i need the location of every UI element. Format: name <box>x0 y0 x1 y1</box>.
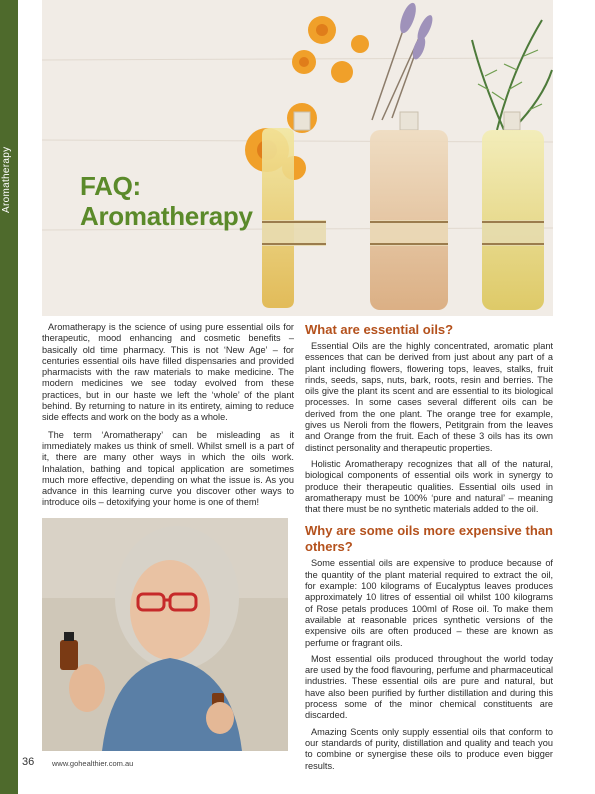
section-label: Aromatherapy <box>1 146 12 214</box>
section2-paragraph-3: Amazing Scents only supply essential oils that conform to our standards of purity, distillation and quality and teach you to combine or synergise these oils to produce even bigger results. <box>305 726 553 771</box>
section1-paragraph-2: Holistic Aromatherapy recognizes that all of the natural, biological components of essential oils work in synergy to produce their therapeutic qualities. Essential oils used in aromatherapy must be 100% ‘pure and natural’ – meaning that there must be no synthetic materials added to the oil. <box>305 458 553 515</box>
section2-paragraph-1: Some essential oils are expensive to produce because of the quantity of the plant material required to extract the oil, for example: 100 kilograms of Eucalyptus leaves produces approximately 10 litres of essential oil whilst 100 kilograms of Rose petals produces 100ml of Rose oil. To make them available at reasonable prices synthetic versions of the expensive oils are often produced – these are known as perfume or fragrant oils. <box>305 558 553 648</box>
footer-website: www.gohealthier.com.au <box>52 759 134 768</box>
woman-holding-bottle-illustration <box>42 518 288 751</box>
sidebar-strip <box>0 0 18 794</box>
page-number: 36 <box>22 756 35 768</box>
hero-image <box>42 0 553 316</box>
left-column <box>42 322 294 515</box>
woman-with-oil-photo <box>42 518 288 751</box>
intro-paragraph-1: Aromatherapy is the science of using pure essential oils for therapeutic, mood enhancing and cosmetic benefits – basically old time pharmacy. This is not ‘New Age’ – for centuries essential oils have filled dispensaries and provided pharmacists with the raw materials to make medicine. The modern medicines we see today evolved from these practices, but in our haste we left the ‘whole’ of the plant behind. By returning to nature in its entirety, aiming to reduce side effects and work on the body as a whole. <box>42 322 294 423</box>
intro-paragraph-2: The term ‘Aromatherapy’ can be misleading as it immediately makes us think of smell. Whilst smell is a part of it, there are many other ways in which the oils work. Inhalation, bathing and topical application are sometimes much more effective, depending on what the issue is. As you advance in this learning curve you discover other ways to introduce oils – detoxifying your home is one of them! <box>42 429 294 508</box>
article-title <box>80 171 253 231</box>
section1-paragraph-1: Essential Oils are the highly concentrated, aromatic plant essences that can be derived from just about any part of a plant including flowers, flowering tops, leaves, stalks, fruit rinds, seeds, saps, nuts, bark, roots, resin and berries. The oils give the plant its scent and are essential to its biological processes. In some cases several different oils can be derived from the one plant. The orange tree for example, gives us Neroli from the flowers, Petitgrain from the leaves and Orange from the fruit. Each of these 3 oils has its own distinct personality and therapeutic properties. <box>305 341 553 453</box>
essential-oil-bottles-illustration <box>42 0 553 316</box>
title-line-topic: Aromatherapy <box>80 201 253 231</box>
section2-paragraph-2: Most essential oils produced throughout the world today are used by the food flavouring, perfume and pharmaceutical industries. These essential oils are pure and natural, but have also been purified by further distillation and during this process some of the minor chemical constituents are discarded. <box>305 653 553 721</box>
heading-why-expensive: Why are some oils more expensive than others? <box>305 523 553 555</box>
right-column <box>305 322 553 777</box>
title-line-faq: FAQ: <box>80 171 141 201</box>
heading-what-are-oils: What are essential oils? <box>305 322 454 337</box>
